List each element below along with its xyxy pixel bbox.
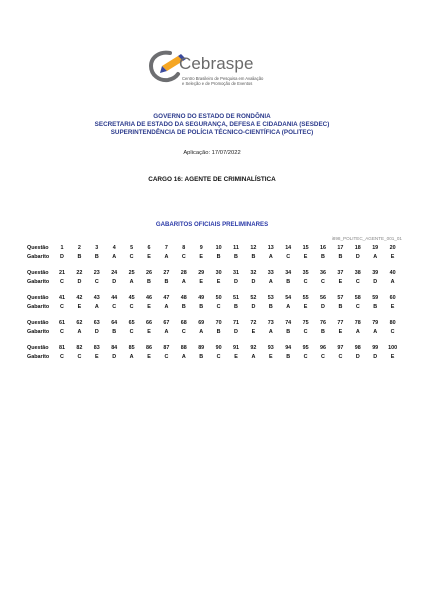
question-number: 23 xyxy=(93,270,100,276)
answer-letter: A xyxy=(164,304,169,310)
answer-letter: D xyxy=(77,279,82,285)
question-number: 14 xyxy=(285,245,292,251)
question-number: 96 xyxy=(320,345,326,351)
question-number: 63 xyxy=(93,320,100,326)
question-number: 88 xyxy=(180,345,187,351)
question-number: 3 xyxy=(95,245,99,251)
answer-row-label: Gabarito xyxy=(27,254,50,260)
answer-letter: E xyxy=(303,254,308,260)
question-number: 18 xyxy=(354,245,361,251)
answer-row xyxy=(27,253,407,262)
answer-letter: B xyxy=(338,254,343,260)
question-number: 19 xyxy=(372,245,379,251)
answer-letter: B xyxy=(199,304,204,310)
question-number: 28 xyxy=(180,270,187,276)
question-number: 82 xyxy=(76,345,83,351)
question-number: 36 xyxy=(320,270,326,276)
logo-tagline-2: e Seleção e de Promoção de Eventos xyxy=(182,81,253,86)
question-number: 62 xyxy=(76,320,83,326)
question-number: 26 xyxy=(146,270,152,276)
answer-letter: D xyxy=(112,279,117,285)
answer-letter: B xyxy=(216,254,221,260)
question-number: 17 xyxy=(337,245,344,251)
question-number: 38 xyxy=(354,270,361,276)
answer-letter: D xyxy=(60,254,64,260)
question-row-label: Questão xyxy=(27,295,49,301)
question-number: 58 xyxy=(354,295,361,301)
answer-letter: A xyxy=(164,254,169,260)
answer-letter: C xyxy=(338,354,343,360)
question-row xyxy=(27,344,407,353)
question-number: 92 xyxy=(250,345,257,351)
answer-letter: E xyxy=(390,254,395,260)
answer-letter: B xyxy=(251,254,256,260)
answer-letter: B xyxy=(286,279,291,285)
answer-block xyxy=(27,294,407,314)
question-number: 65 xyxy=(128,320,135,326)
answer-letter: B xyxy=(234,254,238,260)
question-number: 8 xyxy=(182,245,186,251)
question-number: 47 xyxy=(163,295,170,301)
cargo-title: CARGO 16: AGENTE DE CRIMINALÍSTICA xyxy=(148,176,276,183)
answer-letter: C xyxy=(216,304,221,310)
question-number: 37 xyxy=(337,270,344,276)
answer-letter: E xyxy=(234,354,238,360)
question-number: 100 xyxy=(388,345,398,351)
answer-letter: C xyxy=(60,354,64,360)
answer-letter: A xyxy=(268,254,273,260)
answer-row xyxy=(27,303,407,312)
answer-row xyxy=(27,353,407,362)
question-number: 53 xyxy=(267,295,274,301)
answer-letter: B xyxy=(216,329,221,335)
question-number: 35 xyxy=(302,270,309,276)
question-row-label: Questão xyxy=(27,345,49,351)
answer-row-label: Gabarito xyxy=(27,279,50,285)
question-row-label: Questão xyxy=(27,245,49,251)
question-number: 20 xyxy=(389,245,396,251)
answer-letter: B xyxy=(147,279,151,285)
answer-letter: E xyxy=(268,354,273,360)
question-number: 44 xyxy=(111,295,118,301)
question-number: 85 xyxy=(128,345,135,351)
answer-letter: E xyxy=(390,304,395,310)
answer-letter: C xyxy=(129,254,134,260)
question-number: 95 xyxy=(302,345,309,351)
answer-letter: C xyxy=(181,254,186,260)
question-number: 87 xyxy=(163,345,170,351)
question-number: 49 xyxy=(198,295,205,301)
answer-letter: A xyxy=(355,329,360,335)
answer-letter: E xyxy=(147,329,151,335)
question-number: 43 xyxy=(93,295,100,301)
answer-letter: D xyxy=(355,354,360,360)
question-number: 51 xyxy=(233,295,239,301)
answer-letter: C xyxy=(303,329,308,335)
question-row-label: Questão xyxy=(27,270,49,276)
answer-block xyxy=(27,319,407,339)
answer-letter: E xyxy=(338,279,343,285)
answer-letter: B xyxy=(286,354,291,360)
question-number: 89 xyxy=(198,345,205,351)
question-number: 16 xyxy=(320,245,326,251)
question-number: 6 xyxy=(147,245,151,251)
question-number: 22 xyxy=(76,270,83,276)
answer-letter: D xyxy=(251,304,256,310)
question-number: 76 xyxy=(320,320,326,326)
question-number: 66 xyxy=(146,320,152,326)
answer-letter: C xyxy=(181,329,186,335)
answer-block xyxy=(27,344,407,364)
answer-letter: B xyxy=(94,254,99,260)
answer-row-label: Gabarito xyxy=(27,329,50,335)
answer-row xyxy=(27,328,407,337)
answer-letter: A xyxy=(373,254,378,260)
cebraspe-logo xyxy=(148,50,288,94)
answer-letter: D xyxy=(112,354,117,360)
question-row xyxy=(27,319,407,328)
logo-tagline-1: Centro Brasileiro de Pesquisa em Avaliação xyxy=(182,76,264,81)
answer-letter: A xyxy=(164,329,169,335)
question-number: 15 xyxy=(302,245,309,251)
question-number: 97 xyxy=(337,345,344,351)
answer-letter: B xyxy=(373,304,378,310)
question-row xyxy=(27,244,407,253)
question-number: 60 xyxy=(389,295,396,301)
answer-letter: C xyxy=(129,329,134,335)
question-number: 54 xyxy=(285,295,292,301)
question-number: 73 xyxy=(267,320,274,326)
answer-letter: A xyxy=(268,279,273,285)
question-number: 1 xyxy=(60,245,64,251)
question-number: 86 xyxy=(146,345,152,351)
answer-letter: E xyxy=(199,279,203,285)
question-number: 59 xyxy=(372,295,379,301)
answer-letter: A xyxy=(129,354,134,360)
answer-letter: D xyxy=(234,279,238,285)
answer-letter: C xyxy=(303,279,308,285)
answer-letter: A xyxy=(112,254,117,260)
question-number: 5 xyxy=(130,245,134,251)
question-number: 55 xyxy=(302,295,309,301)
question-row xyxy=(27,294,407,303)
question-number: 7 xyxy=(164,245,168,251)
heading-secretaria: SECRETARIA DE ESTADO DA SEGURANÇA, DEFESA E CIDADANIA (SESDEC) xyxy=(94,121,330,128)
question-number: 27 xyxy=(163,270,170,276)
question-number: 91 xyxy=(233,345,239,351)
question-number: 56 xyxy=(320,295,326,301)
question-number: 94 xyxy=(285,345,292,351)
question-number: 30 xyxy=(215,270,222,276)
answer-letter: C xyxy=(321,279,325,285)
answer-block xyxy=(27,244,407,264)
question-number: 24 xyxy=(111,270,118,276)
question-number: 39 xyxy=(372,270,379,276)
answer-letter: C xyxy=(60,329,64,335)
question-number: 33 xyxy=(267,270,274,276)
answer-letter: A xyxy=(286,304,291,310)
answer-letter: A xyxy=(373,329,378,335)
question-number: 34 xyxy=(285,270,292,276)
question-number: 32 xyxy=(250,270,257,276)
question-number: 9 xyxy=(199,245,203,251)
answer-letter: B xyxy=(321,254,325,260)
answer-letter: A xyxy=(129,279,134,285)
answer-letter: D xyxy=(355,254,360,260)
answer-letter: B xyxy=(199,354,204,360)
question-number: 13 xyxy=(267,245,274,251)
question-number: 2 xyxy=(77,245,81,251)
question-number: 71 xyxy=(233,320,239,326)
answer-letter: E xyxy=(77,304,82,310)
answer-letter: E xyxy=(251,329,256,335)
answer-letter: D xyxy=(321,304,325,310)
answer-letter: E xyxy=(147,354,151,360)
question-number: 42 xyxy=(76,295,83,301)
question-number: 77 xyxy=(337,320,344,326)
question-number: 29 xyxy=(198,270,205,276)
answer-letter: A xyxy=(94,304,99,310)
answer-letter: D xyxy=(251,279,256,285)
answer-letter: C xyxy=(321,354,325,360)
answer-row-label: Gabarito xyxy=(27,354,50,360)
question-number: 68 xyxy=(180,320,187,326)
answer-letter: C xyxy=(303,354,308,360)
answer-letter: E xyxy=(338,329,343,335)
answer-row-label: Gabarito xyxy=(27,304,50,310)
answer-letter: E xyxy=(199,254,203,260)
question-number: 75 xyxy=(302,320,309,326)
gabaritos-title: GABARITOS OFICIAIS PRELIMINARES xyxy=(155,221,269,228)
question-number: 11 xyxy=(233,245,239,251)
question-number: 80 xyxy=(389,320,396,326)
answer-letter: A xyxy=(77,329,82,335)
question-number: 90 xyxy=(215,345,222,351)
question-number: 46 xyxy=(146,295,152,301)
question-number: 70 xyxy=(215,320,222,326)
answer-letter: C xyxy=(355,279,360,285)
answer-letter: C xyxy=(355,304,360,310)
answer-letter: B xyxy=(286,329,291,335)
answer-letter: E xyxy=(390,354,395,360)
question-number: 40 xyxy=(389,270,396,276)
answer-letter: A xyxy=(199,329,204,335)
document-code: i898_POLITEC_AGENTE_001_01 xyxy=(331,236,402,241)
heading-governo: GOVERNO DO ESTADO DE RONDÔNIA xyxy=(153,113,271,120)
question-number: 74 xyxy=(285,320,292,326)
answer-row xyxy=(27,278,407,287)
answer-letter: C xyxy=(390,329,395,335)
answer-letter: B xyxy=(338,304,343,310)
answer-letter: B xyxy=(112,329,117,335)
answer-letter: B xyxy=(321,329,325,335)
question-number: 61 xyxy=(59,320,65,326)
answer-letter: A xyxy=(181,354,186,360)
answer-letter: E xyxy=(94,354,99,360)
answer-letter: C xyxy=(60,304,64,310)
question-number: 21 xyxy=(59,270,65,276)
heading-superintendencia: SUPERINTENDÊNCIA DE POLÍCIA TÉCNICO-CIENTÍFICA (POLITEC) xyxy=(110,129,314,136)
answer-letter: B xyxy=(164,279,169,285)
answer-letter: C xyxy=(216,354,221,360)
answer-letter: C xyxy=(129,304,134,310)
question-number: 25 xyxy=(128,270,135,276)
answer-letter: D xyxy=(234,329,238,335)
answer-letter: E xyxy=(303,304,308,310)
question-number: 99 xyxy=(372,345,379,351)
question-number: 12 xyxy=(250,245,257,251)
question-number: 84 xyxy=(111,345,118,351)
question-row xyxy=(27,269,407,278)
question-number: 69 xyxy=(198,320,205,326)
question-row-label: Questão xyxy=(27,320,49,326)
answer-letter: B xyxy=(268,304,273,310)
question-number: 48 xyxy=(180,295,187,301)
answer-letter: C xyxy=(77,354,82,360)
answer-letter: A xyxy=(181,279,186,285)
question-number: 4 xyxy=(112,245,116,251)
question-number: 78 xyxy=(354,320,361,326)
question-number: 50 xyxy=(215,295,222,301)
answer-letter: E xyxy=(216,279,221,285)
question-number: 45 xyxy=(128,295,135,301)
answer-letter: E xyxy=(147,254,151,260)
answer-letter: B xyxy=(77,254,82,260)
answer-letter: D xyxy=(94,329,99,335)
question-number: 57 xyxy=(337,295,344,301)
answer-letter: C xyxy=(112,304,117,310)
question-number: 67 xyxy=(163,320,170,326)
question-number: 31 xyxy=(233,270,239,276)
question-number: 81 xyxy=(59,345,65,351)
aplicacao-date: Aplicação: 17/07/2022 xyxy=(183,150,241,156)
answer-letter: A xyxy=(268,329,273,335)
answer-letter: C xyxy=(164,354,169,360)
answer-letter: A xyxy=(390,279,395,285)
answer-letter: B xyxy=(234,304,238,310)
answer-letter: A xyxy=(251,354,256,360)
logo-wordmark: Cebraspe xyxy=(179,54,254,73)
answer-letter: D xyxy=(373,279,378,285)
answer-letter: B xyxy=(181,304,186,310)
question-number: 79 xyxy=(372,320,379,326)
question-number: 41 xyxy=(59,295,65,301)
question-number: 93 xyxy=(267,345,274,351)
question-number: 72 xyxy=(250,320,257,326)
question-number: 52 xyxy=(250,295,257,301)
question-number: 10 xyxy=(215,245,222,251)
answer-block xyxy=(27,269,407,289)
answer-letter: C xyxy=(94,279,99,285)
question-number: 98 xyxy=(354,345,361,351)
answer-letter: D xyxy=(373,354,378,360)
question-number: 83 xyxy=(93,345,100,351)
question-number: 64 xyxy=(111,320,118,326)
answer-letter: C xyxy=(60,279,64,285)
answer-letter: E xyxy=(147,304,151,310)
answer-letter: C xyxy=(286,254,291,260)
